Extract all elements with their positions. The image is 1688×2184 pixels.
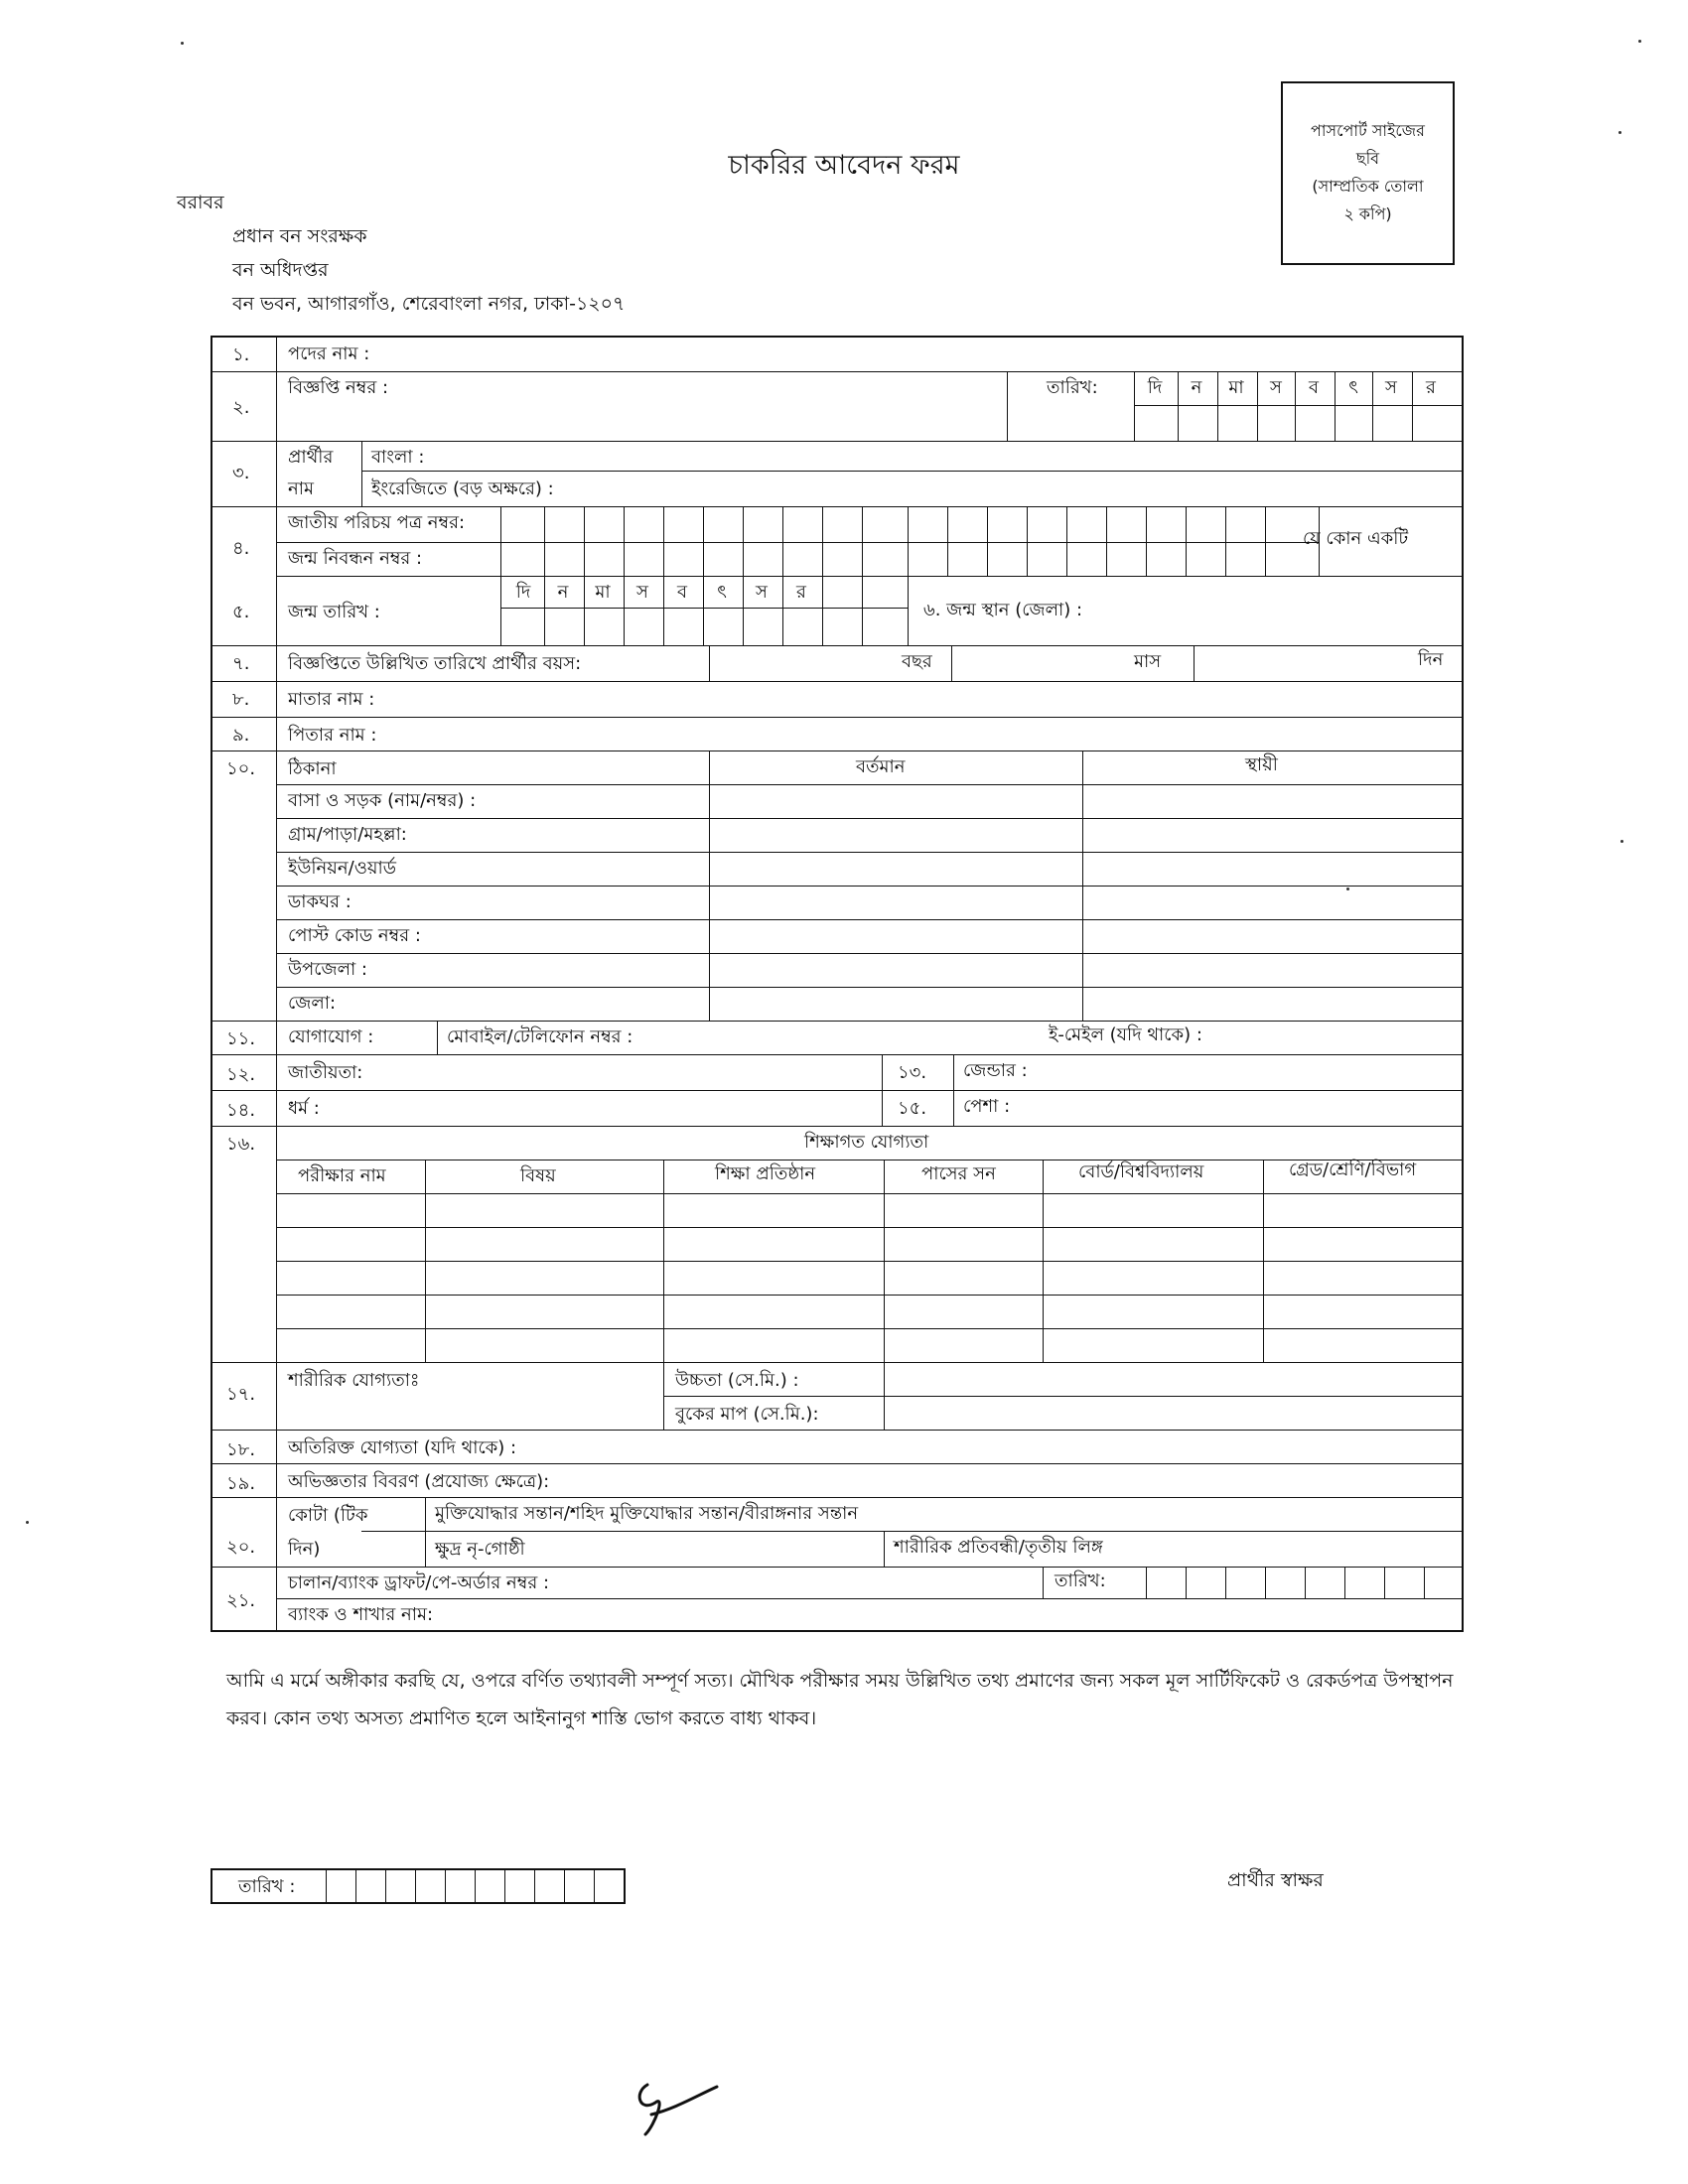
- birth-place-label: ৬. জন্ম স্থান (জেলা) :: [923, 600, 1083, 620]
- address-label: ঠিকানা: [288, 758, 337, 779]
- photo-box-line: (সাম্প্রতিক তোলা: [1312, 177, 1424, 196]
- serial-number: ৭.: [232, 653, 250, 674]
- year-label: বছর: [902, 651, 932, 672]
- serial-number: ১১.: [226, 1028, 256, 1049]
- date-letter: ৎ: [717, 582, 727, 603]
- date-letter: র: [796, 582, 806, 603]
- address-row-label: জেলা:: [288, 993, 337, 1014]
- nationality-label: জাতীয়তা:: [288, 1062, 363, 1083]
- date-letter: স: [636, 582, 648, 603]
- day-label: দিন: [1418, 649, 1444, 670]
- name-label: নাম: [288, 478, 314, 499]
- photo-box-line: ২ কপি): [1343, 205, 1392, 223]
- serial-number: ৪.: [232, 538, 250, 559]
- serial-number: ১৯.: [226, 1473, 256, 1494]
- date-label: তারিখ:: [1047, 377, 1098, 398]
- date-letter: স: [1270, 377, 1282, 398]
- serial-number: ১৪.: [226, 1100, 256, 1121]
- serial-number: ১৫.: [898, 1098, 927, 1119]
- address-line: বন ভবন, আগারগাঁও, শেরেবাংলা নগর, ঢাকা-১২০৭: [232, 293, 626, 315]
- date-letter: স: [756, 582, 768, 603]
- date-letter: ন: [557, 582, 569, 603]
- address-row-label: ডাকঘর :: [288, 891, 352, 912]
- age-label: বিজ্ঞপ্তিতে উল্লিখিত তারিখে প্রার্থীর বয়স:: [288, 653, 582, 674]
- date-letter: দি: [1147, 377, 1163, 398]
- english-name-label: ইংরেজিতে (বড় অক্ষরে) :: [371, 478, 554, 499]
- father-name-label: পিতার নাম :: [288, 725, 377, 746]
- address-row-label: গ্রাম/পাড়া/মহল্লা:: [288, 824, 407, 845]
- serial-number: ১৩.: [898, 1062, 927, 1083]
- serial-number: ২.: [232, 397, 250, 418]
- edu-col-header: শিক্ষা প্রতিষ্ঠান: [715, 1163, 816, 1184]
- date-letter: র: [1426, 377, 1436, 398]
- permanent-address-header: স্থায়ী: [1245, 754, 1278, 775]
- serial-number: ৩.: [232, 463, 250, 483]
- mobile-label: মোবাইল/টেলিফোন নম্বর :: [447, 1026, 633, 1047]
- nid-label: জাতীয় পরিচয় পত্র নম্বর:: [288, 512, 466, 533]
- address-row-label: বাসা ও সড়ক (নাম/নম্বর) :: [288, 790, 477, 811]
- address-line: প্রধান বন সংরক্ষক: [232, 225, 367, 247]
- date-letter: দি: [515, 582, 531, 603]
- serial-number: ১৮.: [226, 1439, 256, 1460]
- address-line: বন অধিদপ্তর: [232, 259, 329, 281]
- address-row-label: পোস্ট কোড নম্বর :: [288, 925, 421, 946]
- serial-number: ১০.: [226, 758, 256, 779]
- edu-col-header: গ্রেড/শ্রেণি/বিভাগ: [1289, 1160, 1417, 1180]
- serial-number: ৮.: [232, 689, 250, 710]
- experience-label: অভিজ্ঞতার বিবরণ (প্রযোজ্য ক্ষেত্রে):: [288, 1471, 550, 1492]
- extra-qualification-label: অতিরিক্ত যোগ্যতা (যদি থাকে) :: [288, 1437, 517, 1458]
- photo-box: [1281, 81, 1455, 265]
- serial-number: ৯.: [232, 725, 250, 746]
- post-name-label: পদের নাম :: [288, 343, 370, 364]
- date-letter: ন: [1191, 377, 1202, 398]
- date-letter: ৎ: [1348, 377, 1358, 398]
- disabled-quota: শারীরিক প্রতিবন্ধী/তৃতীয় লিঙ্গ: [894, 1537, 1103, 1558]
- mother-name-label: মাতার নাম :: [288, 689, 375, 710]
- serial-number: ১২.: [226, 1064, 256, 1085]
- birth-reg-label: জন্ম নিবন্ধন নম্বর :: [288, 548, 423, 569]
- profession-label: পেশা :: [963, 1096, 1011, 1117]
- challan-label: চালান/ব্যাংক ড্রাফট/পে-অর্ডার নম্বর :: [288, 1572, 550, 1593]
- date-label: তারিখ:: [1055, 1570, 1106, 1591]
- dob-label: জন্ম তারিখ :: [288, 602, 380, 622]
- any-one-note: যে কোন একটি: [1303, 528, 1409, 549]
- religion-label: ধর্ম :: [288, 1098, 320, 1119]
- edu-col-header: বোর্ড/বিশ্ববিদ্যালয়: [1078, 1161, 1204, 1182]
- form-title: চাকরির আবেদন ফরম: [728, 150, 960, 181]
- date-letter: মা: [595, 582, 611, 603]
- bangla-name-label: বাংলা :: [371, 447, 425, 468]
- serial-number: ১.: [232, 344, 250, 365]
- date-letter: স: [1385, 377, 1397, 398]
- serial-number: ৫.: [232, 602, 250, 622]
- serial-number: ২০.: [226, 1537, 256, 1558]
- signature-label: প্রার্থীর স্বাক্ষর: [1227, 1869, 1324, 1891]
- date-letter: ব: [1308, 377, 1320, 398]
- circular-no-label: বিজ্ঞপ্তি নম্বর :: [288, 377, 389, 398]
- photo-box-line: ছবি: [1355, 149, 1380, 168]
- physical-label: শারীরিক যোগ্যতাঃ: [288, 1370, 420, 1391]
- application-form-table: [211, 336, 1464, 1632]
- serial-number: ২১.: [226, 1590, 256, 1611]
- chest-label: বুকের মাপ (সে.মি.):: [675, 1404, 819, 1425]
- photo-box-line: পাসপোর্ট সাইজের: [1311, 121, 1425, 140]
- bank-label: ব্যাংক ও শাখার নাম:: [288, 1604, 434, 1625]
- edu-col-header: বিষয়: [520, 1165, 556, 1186]
- quota-label: কোটা (টিক: [288, 1505, 368, 1526]
- address-row-label: ইউনিয়ন/ওয়ার্ড: [288, 858, 397, 879]
- bottom-date-label: তারিখ :: [238, 1876, 296, 1897]
- contact-label: যোগাযোগ :: [288, 1026, 374, 1047]
- month-label: মাস: [1134, 651, 1162, 672]
- education-header: শিক্ষাগত যোগ্যতা: [804, 1132, 929, 1153]
- serial-number: ১৬.: [226, 1134, 256, 1155]
- applicant-label: প্রার্থীর: [288, 447, 334, 468]
- height-label: উচ্চতা (সে.মি.) :: [675, 1370, 799, 1391]
- email-label: ই-মেইল (যদি থাকে) :: [1049, 1024, 1202, 1045]
- freedom-fighter-quota: মুক্তিযোদ্ধার সন্তান/শহিদ মুক্তিযোদ্ধার সন্তান/বীরাঙ্গনার সন্তান: [435, 1503, 859, 1524]
- salutation: বরাবর: [177, 192, 224, 213]
- present-address-header: বর্তমান: [856, 756, 906, 777]
- ethnic-quota: ক্ষুদ্র নৃ-গোষ্ঠী: [435, 1539, 525, 1560]
- edu-col-header: পাসের সন: [921, 1163, 996, 1184]
- gender-label: জেন্ডার :: [963, 1060, 1028, 1081]
- address-row-label: উপজেলা :: [288, 959, 367, 980]
- quota-label: দিন): [288, 1539, 321, 1560]
- edu-col-header: পরীক্ষার নাম: [298, 1165, 386, 1186]
- serial-number: ১৭.: [226, 1384, 256, 1405]
- bottom-date-box: [211, 1868, 626, 1904]
- date-letter: মা: [1228, 377, 1244, 398]
- declaration-text: আমি এ মর্মে অঙ্গীকার করছি যে, ওপরে বর্ণিত তথ্যাবলী সম্পূর্ণ সত্য। মৌখিক পরীক্ষার সময় উল্লিখিত তথ্য প্রমাণের জন্য সকল মূল সার্টিফিকেট ও রেকর্ডপত্র উপস্থাপন করব। কোন তথ্য অসত্য প্রমাণিত হলে আইনানুগ শাস্তি ভোগ করতে বাধ্য থাকব।: [226, 1670, 1454, 1729]
- date-letter: ব: [676, 582, 688, 603]
- handwritten-initial-icon: [626, 2065, 735, 2144]
